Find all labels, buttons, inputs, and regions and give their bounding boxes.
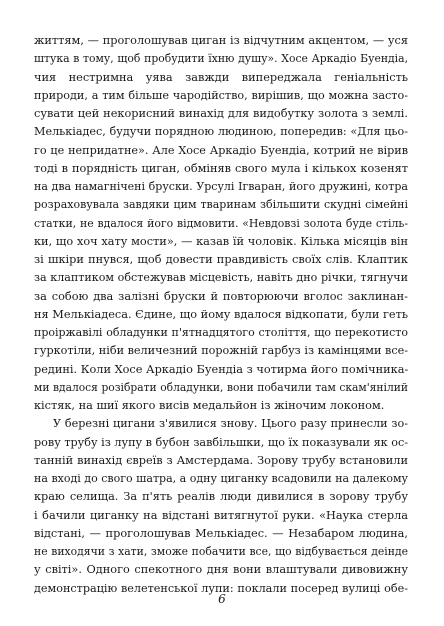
text-line: життям, — проголошував циган із відчутним акцентом, — уся: [34, 34, 408, 47]
text-line: чия нестримна уява завжди випереджала геніальність: [34, 70, 408, 84]
text-line: і бачили циганку на відстані витягнутої руки. «Наука стерла: [34, 508, 408, 522]
text-line: тоді в порядність циган, обміняв свого мула і кількох козенят: [34, 161, 408, 175]
text-line: не виходячи з хати, зможе побачити все, що відбувається деінде: [34, 545, 408, 558]
text-line: на вході до свого шатра, а одну циганку всадовили на далекому: [34, 472, 408, 485]
text-line: рову трубу із лупу в бубон завбільшки, що їх показували як ос-: [34, 435, 409, 449]
text-line: ми вдалося розібрати обладунки, вони побачили там скам'янілий: [34, 380, 408, 394]
text-line: ки, що хоч хату мости», — казав їй чоловік. Кілька місяців він: [34, 234, 408, 248]
text-line: відстані, — проголошував Мелькіадес. — Незабаром людина,: [34, 526, 408, 540]
text-line: на два намагнічені бруски. Урсулі Ігваран, його дружині, котра: [34, 180, 408, 193]
text-line: проіржавілі обладунки п'ятнадцятого століття, що перекотисто: [34, 326, 408, 339]
text-line: за собою два залізні бруски й повторюючи вголос заклинан-: [34, 289, 408, 303]
body-text: [34, 32, 408, 598]
text-line: за клаптиком обстежував місцевість, навіть дно річки, тягнучи: [34, 271, 408, 285]
text-line: кістяк, на шиї якого висів медальйон із жіночим локоном.: [34, 399, 385, 412]
text-line: демонстрацію велетенської лупи: поклали посеред вулиці обе-: [34, 581, 408, 595]
text-line: ня Мелькіадеса. Єдине, що йому вдалося відкопати, були геть: [34, 307, 408, 321]
page-number: 6: [218, 592, 226, 606]
text-line: природи, а тим більше чародійство, вирішив, що можна засто-: [34, 88, 408, 102]
text-line: штука в тому, щоб пробудити їхню душу». Хосе Аркадіо Буендіа,: [34, 52, 408, 66]
text-line: статки, не вдалося його відмовити. «Невдовзі золота буде стіль-: [34, 216, 408, 230]
text-line: Мелькіадес, будучи порядною людиною, попередив: «Для цьо-: [34, 125, 408, 139]
text-line: у світі». Одного спекотного дня вони влаштували дивовижну: [34, 563, 408, 577]
text-line: У березні цигани з'явилися знову. Цього разу принесли зо-: [53, 417, 408, 431]
text-line: розраховувала завдяки цим тваринам збільшити скудні сімейні: [34, 198, 408, 212]
text-line: го це непридатне». Але Хосе Аркадіо Буендіа, котрий не вірив: [34, 143, 408, 157]
text-line: зі шкіри пнувся, щоб довести правдивість своїх слів. Клаптик: [34, 253, 408, 266]
text-line: гуркотіли, ніби величезний порожній гарбуз із камінцями все-: [34, 344, 408, 358]
text-line: сувати цей некорисний винахід для видобутку золота з землі.: [34, 107, 408, 120]
text-line: танній винахід євреїв з Амстердама. Зорову трубу встановили: [34, 453, 408, 467]
text-line: краю селища. За п'ять реалів люди дивилися в зорову трубу: [34, 490, 408, 504]
text-line: редині. Коли Хосе Аркадіо Буендіа з чотирма його помічника-: [34, 362, 409, 376]
